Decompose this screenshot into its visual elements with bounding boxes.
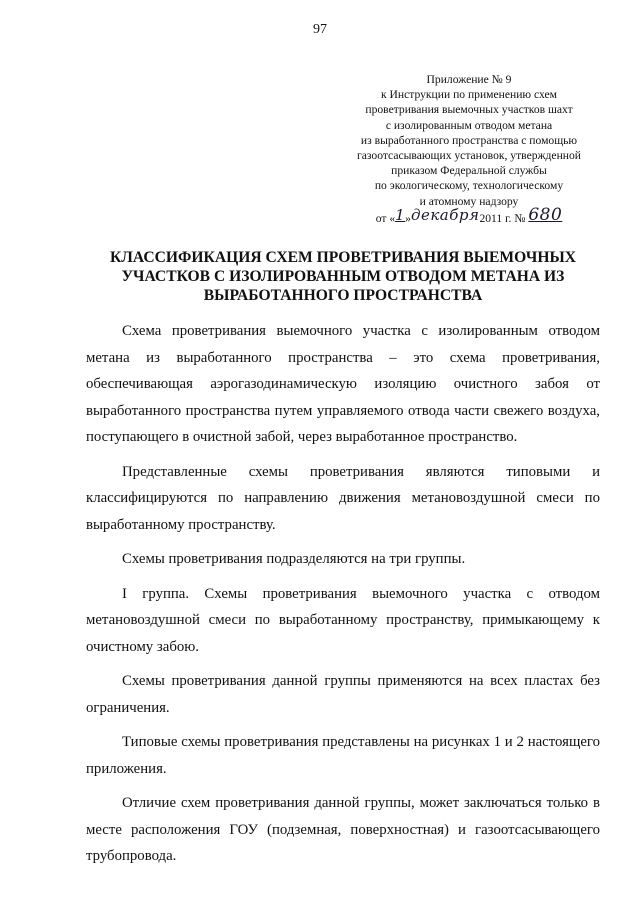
order-year-label: 2011 г. № — [479, 211, 526, 225]
handwritten-order-number: 680 — [528, 204, 563, 225]
appendix-line: с изолированным отводом метана — [385, 118, 553, 132]
appendix-line: проветривания выемочных участков шахт — [365, 103, 573, 117]
handwritten-day: 1 — [395, 205, 406, 224]
paragraph: I группа. Схемы проветривания выемочного участка с отводом метановоздушной смеси по выработанному пространству, примыкающему к очистному забою. — [86, 585, 600, 655]
appendix-header — [338, 72, 600, 226]
order-date-prefix: от « — [375, 211, 396, 225]
appendix-line: к Инструкции по применению схем — [381, 88, 557, 102]
paragraph: Представленные схемы проветривания являются типовыми и классифицируются по направлению движения метановоздушной смеси по выработанному пространству. — [86, 463, 600, 533]
paragraph: Схемы проветривания подразделяются на три группы. — [122, 551, 466, 567]
appendix-line: газоотсасывающих установок, утвержденной — [357, 149, 581, 163]
appendix-line: Приложение № 9 — [426, 73, 512, 86]
page-number: 97 — [313, 22, 327, 37]
paragraph: Схемы проветривания данной группы применяются на всех пластах без ограничения. — [86, 673, 600, 716]
paragraph: Отличие схем проветривания данной группы, может заключаться только в месте расположения ГОУ (подземная, поверхностная) и газоотсасывающего трубопровода. — [86, 795, 600, 864]
order-date-mid: » — [405, 211, 411, 225]
handwritten-month: декабря — [410, 205, 480, 224]
document-body — [86, 318, 600, 878]
paragraph: Типовые схемы проветривания представлены на рисунках 1 и 2 настоящего приложения. — [86, 734, 600, 777]
appendix-line: приказом Федеральной службы — [391, 164, 547, 178]
appendix-line: из выработанного пространства с помощью — [360, 133, 578, 147]
order-date-number — [338, 204, 600, 226]
document-title: КЛАССИФИКАЦИЯ СХЕМ ПРОВЕТРИВАНИЯ ВЫЕМОЧНЫХ УЧАСТКОВ С ИЗОЛИРОВАННЫМ ОТВОДОМ МЕТАНА ИЗ ВЫРАБОТАННОГО ПРОСТРАНСТВА — [109, 249, 577, 304]
paragraph: Схема проветривания выемочного участка с изолированным отводом метана из выработанного пространства – это схема проветривания, обеспечивающая аэрогазодинамическую изоляцию очистного забоя от выработанного пространства путем управляемого отвода части свежего воздуха, поступающего в очистной забой, через выработанное пространство. — [86, 323, 600, 445]
appendix-line: по экологическому, технологическому — [374, 179, 564, 193]
appendix-line: и атомному надзору — [419, 194, 519, 208]
